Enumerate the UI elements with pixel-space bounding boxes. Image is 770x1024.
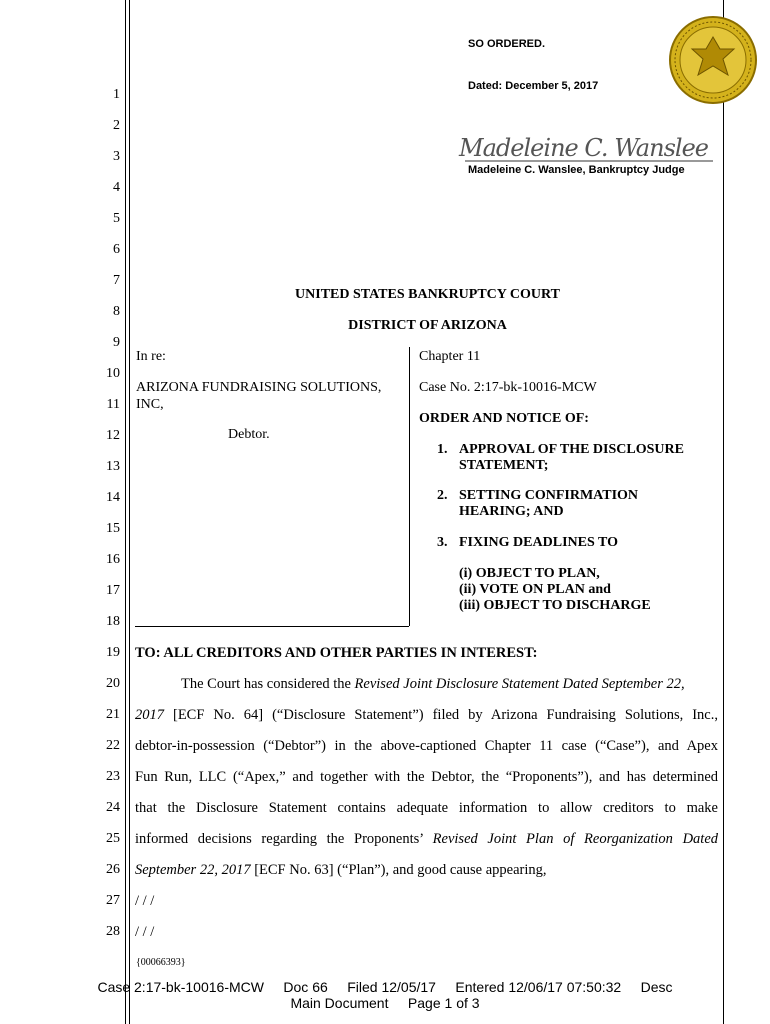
body-line-28: / / / <box>135 924 155 940</box>
case-number: Case No. 2:17-bk-10016-MCW <box>419 380 597 395</box>
line-number: 18 <box>106 614 120 629</box>
body-line-23: Fun Run, LLC (“Apex,” and together with the Debtor, the “Proponents”), and has determined <box>135 769 718 785</box>
caption-bottom-rule <box>135 626 409 627</box>
body-line-24: that the Disclosure Statement contains adequate information to allow creditors to make <box>135 800 718 816</box>
body-line-26 <box>135 862 718 879</box>
court-district: DISTRICT OF ARIZONA <box>348 318 507 333</box>
item3-number: 3. <box>437 535 448 550</box>
line-number: 10 <box>106 366 120 381</box>
line-number: 6 <box>113 242 120 257</box>
judge-signature <box>455 132 720 164</box>
body-line-22: debtor-in-possession (“Debtor”) in the above-captioned Chapter 11 case (“Case”), and Apex <box>135 738 718 754</box>
item1-number: 1. <box>437 442 448 457</box>
ecf-footer-line2: Main Document Page 1 of 3 <box>290 995 480 1011</box>
line-number: 3 <box>113 149 120 164</box>
disclosure-statement-title: Revised Joint Disclosure Statement Dated September 22, <box>354 676 685 692</box>
court-name: UNITED STATES BANKRUPTCY COURT <box>295 287 560 302</box>
line-number: 13 <box>106 459 120 474</box>
item2-number: 2. <box>437 488 448 503</box>
line-number: 23 <box>106 769 120 784</box>
caption-divider <box>409 347 410 626</box>
line-number: 27 <box>106 893 120 908</box>
right-margin-rule <box>723 0 724 1024</box>
line-number: 5 <box>113 211 120 226</box>
line-number: 11 <box>106 397 120 412</box>
item2-line2: HEARING; AND <box>459 504 564 519</box>
line-number: 15 <box>106 521 120 536</box>
to-line: TO: ALL CREDITORS AND OTHER PARTIES IN INTEREST: <box>135 645 538 661</box>
ecf-footer-line1: Case 2:17-bk-10016-MCW Doc 66 Filed 12/05/17 Entered 12/06/17 07:50:32 Desc <box>97 979 673 995</box>
chapter: Chapter 11 <box>419 349 481 364</box>
body-text: The Court has considered the <box>181 676 355 692</box>
left-margin-rule-inner <box>129 0 130 1024</box>
line-number: 22 <box>106 738 120 753</box>
line-number: 25 <box>106 831 120 846</box>
body-text: [ECF No. 63] (“Plan”), and good cause appearing, <box>250 862 547 878</box>
line-number: 24 <box>106 800 120 815</box>
line-number: 20 <box>106 676 120 691</box>
line-number: 16 <box>106 552 120 567</box>
disclosure-statement-year: 2017 <box>135 707 164 723</box>
debtor-label: Debtor. <box>228 427 270 442</box>
line-number: 28 <box>106 924 120 939</box>
sub-item-i: (i) OBJECT TO PLAN, <box>459 566 600 581</box>
plan-date: September 22, 2017 <box>135 862 251 878</box>
item1-line1: APPROVAL OF THE DISCLOSURE <box>459 442 684 457</box>
body-line-21 <box>135 707 718 724</box>
body-line-25 <box>135 831 718 848</box>
body-line-20 <box>181 676 718 693</box>
line-number: 12 <box>106 428 120 443</box>
so-ordered: SO ORDERED. <box>468 38 546 50</box>
debtor-name-line2: INC, <box>136 397 164 412</box>
line-number: 8 <box>113 304 120 319</box>
line-number: 14 <box>106 490 120 505</box>
left-margin-rule <box>125 0 126 1024</box>
body-text: [ECF No. 64] (“Disclosure Statement”) filed by Arizona Fundraising Solutions, Inc., <box>164 707 718 723</box>
plan-title: Revised Joint Plan of Reorganization Dated <box>432 831 719 847</box>
line-number: 9 <box>113 335 120 350</box>
body-text: informed decisions regarding the Proponents’ <box>135 831 433 847</box>
line-number: 26 <box>106 862 120 877</box>
court-seal-icon <box>668 15 758 105</box>
order-title: ORDER AND NOTICE OF: <box>419 411 589 426</box>
item3-line1: FIXING DEADLINES TO <box>459 535 618 550</box>
sub-item-ii: (ii) VOTE ON PLAN and <box>459 582 611 597</box>
judge-name: Madeleine C. Wanslee, Bankruptcy Judge <box>468 164 685 176</box>
dated-line: Dated: December 5, 2017 <box>468 80 599 92</box>
document-id: {00066393} <box>136 957 186 968</box>
line-number: 7 <box>113 273 120 288</box>
svg-text:Madeleine C. Wanslee: Madeleine C. Wanslee <box>459 134 709 162</box>
debtor-name-line1: ARIZONA FUNDRAISING SOLUTIONS, <box>136 380 382 395</box>
body-line-27: / / / <box>135 893 155 909</box>
line-number: 21 <box>106 707 120 722</box>
line-number: 1 <box>113 87 120 102</box>
item1-line2: STATEMENT; <box>459 458 549 473</box>
item2-line1: SETTING CONFIRMATION <box>459 488 639 503</box>
line-number: 17 <box>106 583 120 598</box>
line-number: 2 <box>113 118 120 133</box>
sub-item-iii: (iii) OBJECT TO DISCHARGE <box>459 598 651 613</box>
line-number: 4 <box>113 180 120 195</box>
in-re: In re: <box>136 349 166 364</box>
line-number: 19 <box>106 645 120 660</box>
